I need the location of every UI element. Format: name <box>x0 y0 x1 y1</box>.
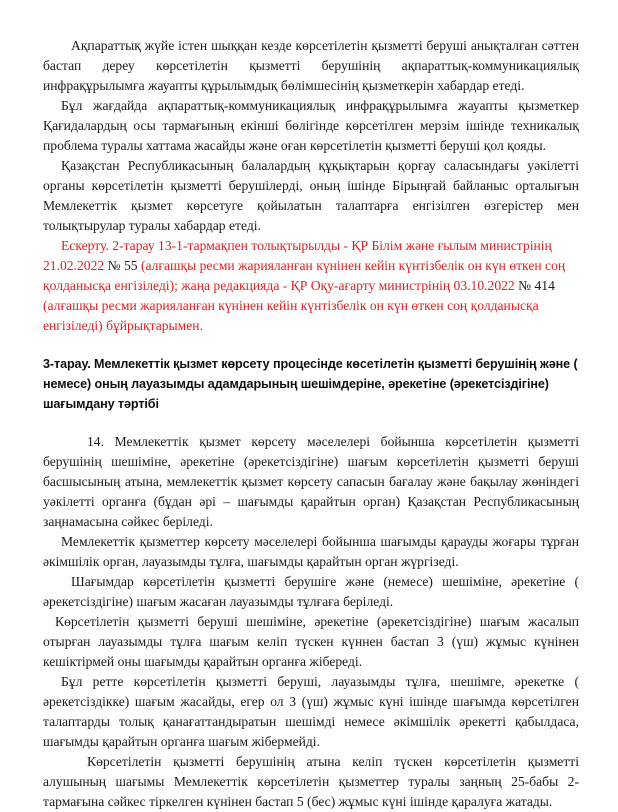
amendment-note-text-2: (алғашқы ресми жарияланған күнінен кейін күнтізбелік он күн өткен соң қолданысқа енгізіледі); жаңа редакцияда - ҚР Оқу-ағарту министрінің 03.10.2022 <box>43 258 566 293</box>
paragraph-complaint-not-forwarded: Бұл ретте көрсетілетін қызметті беруші, лауазымды тұлға, шешімге, әрекетке ( әрекетсіздікке) шағым жасайды, егер ол 3 (үш) жұмыс күні ішінде шағымда көрсетілген талаптарды толық қанағаттандыратын шешімді немесе әкімшілік әрекетті қабылдаса, шағымды қарайтын органға шағым жібермейді. <box>43 674 579 749</box>
paragraph-complaint-recipients: Шағымдар көрсетілетін қызметті берушіге және (немесе) шешіміне, әрекетіне ( әрекетсіздігіне) шағым жасаған лауазымды тұлғаға беріледі. <box>43 574 579 609</box>
amendment-note-text-1: Ескерту. 2-тарау 13-1-тармақпен толықтырылды - ҚР Білім және ғылым министрінің 21.02.2022 <box>43 238 552 273</box>
paragraph-authorized-body-notice: Қазақстан Республикасының балалардың құқықтарын қорғау саласындағы уәкілетті органы көрсетілетін қызметті берушілерді, оның ішінде Бірыңғай байланыс орталығын Мемлекеттік қызмет көрсетуге қойылатын талаптарға енгізілген өзгерістер мен толықтырулар туралы хабардар етеді. <box>43 158 579 233</box>
paragraph-complaint-review-period: Көрсетілетін қызметті берушінің атына келіп түскен көрсетілетін қызметті алушының шағымы Мемлекеттік көрсетілетін қызметтер туралы заңның 25-бабы 2-тармағына сәйкес тіркелген күнінен бастап 5 (бес) жұмыс күні ішінде қаралуға жатады. <box>43 754 579 809</box>
paragraph-system-failure: Ақпараттық жүйе істен шыққан кезде көрсетілетін қызметті беруші анықталған сәттен бастап дереу көрсетілетін қызметті берушінің ақпараттық-коммуникациялық инфрақұрылымға жауапты құрылымдық бөлімшесінің қызметкерін хабардар етеді. <box>43 38 579 93</box>
order-number-link-414[interactable]: № 414 <box>518 278 555 293</box>
amendment-note <box>43 236 579 336</box>
paragraph-technical-problem-protocol: Бұл жағдайда ақпараттық-коммуникациялық инфрақұрылымға жауапты қызметкер Қағидалардың осы тармағының екінші бөлігінде көрсетілген мерзім ішінде техникалық проблема туралы хаттама жасайды және оған көрсетілетін қызметті беруші қол қояды. <box>43 98 579 153</box>
section-heading-chapter-3: 3-тарау. Мемлекеттік қызмет көрсету процесінде көсетілетін қызметті берушінің және ( немесе) оның лауазымды адамдарының шешімдеріне, әрекетіне (әрекетсіздігіне) шағымдану тәртібі <box>43 357 578 411</box>
amendment-note-text-3: (алғашқы ресми жарияланған күнінен кейін күнтізбелік он күн өткен соң қолданысқа енгізіледі) бұйрықтарымен. <box>43 298 539 333</box>
paragraph-complaint-review-bodies: Мемлекеттік қызметтер көрсету мәселелері бойынша шағымды қарауды жоғары тұрған әкімшілік орган, лауазымды тұлға, шағымды қарайтын орган жүргізеді. <box>43 534 579 569</box>
document-page <box>43 36 579 812</box>
paragraph-complaint-forwarding: Көрсетілетін қызметті беруші шешіміне, әрекетіне (әрекетсіздігіне) шағым жасалып отырған лауазымды тұлға шағым келіп түскен күннен бастап 3 (үш) жұмыс күнінен кешіктірмей оны шағымды қарайтын органға жібереді. <box>43 614 579 669</box>
paragraph-14-complaint-submission: 14. Мемлекеттік қызмет көрсету мәселелері бойынша көрсетілетін қызметті берушінің шешіміне, әрекетіне (әрекетсіздігіне) шағым көрсетілетін қызметті беруші басшысының атына, мемлекеттік қызмет көрсету сапасын бағалау және бақылау жөніндегі уәкілетті органға (бұдан әрі – шағымды қарайтын орган) Қазақстан Республикасының заңнамасына сәйкес беріледі. <box>43 434 579 529</box>
order-number-link-55[interactable]: № 55 <box>107 258 138 273</box>
